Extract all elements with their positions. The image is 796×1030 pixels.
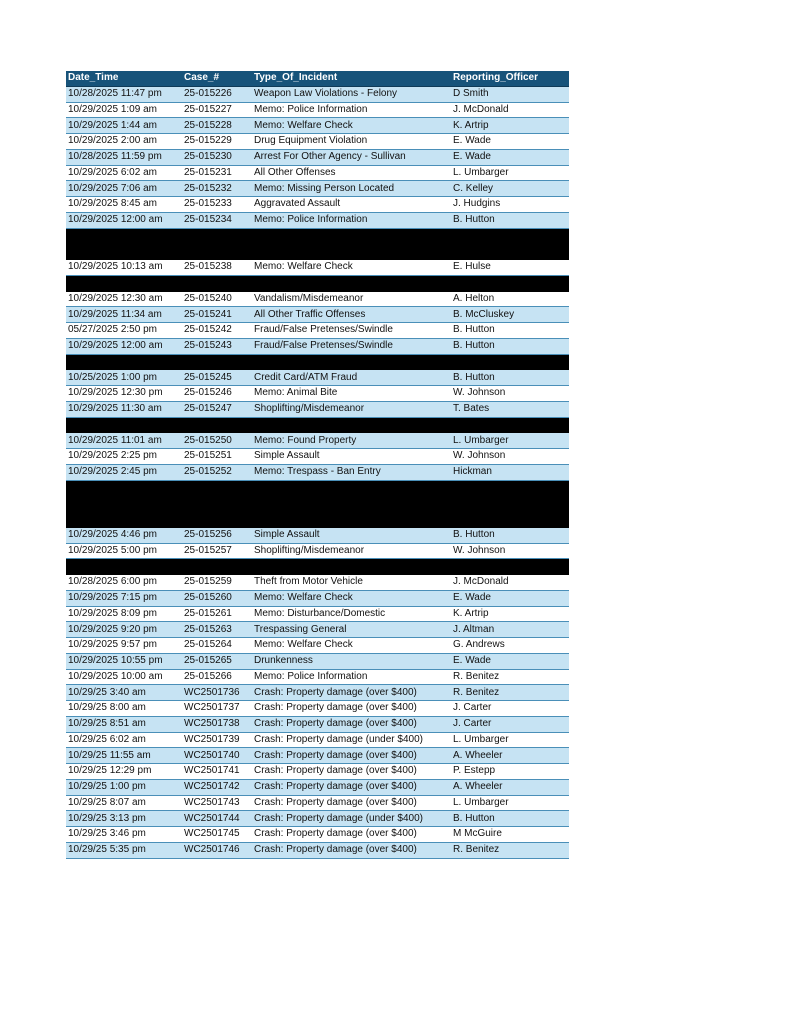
cell-incident-type: Fraud/False Pretenses/Swindle [252, 338, 451, 354]
cell-reporting-officer: L. Umbarger [451, 165, 569, 181]
cell-date-time: 10/29/2025 9:57 pm [66, 638, 182, 654]
table-row [66, 260, 569, 276]
table-row [66, 701, 569, 717]
cell-date-time: 10/29/2025 1:44 am [66, 118, 182, 134]
cell-date-time: 10/29/25 3:46 pm [66, 827, 182, 843]
cell-incident-type: Crash: Property damage (under $400) [252, 811, 451, 827]
cell-date-time: 10/29/25 11:55 am [66, 748, 182, 764]
cell-reporting-officer: K. Artrip [451, 606, 569, 622]
table-header [66, 71, 569, 86]
cell-reporting-officer: K. Artrip [451, 118, 569, 134]
redaction-bar [182, 559, 252, 575]
table-row [66, 622, 569, 638]
header-case-number: Case_# [182, 71, 252, 86]
cell-date-time: 10/29/25 3:40 am [66, 685, 182, 701]
cell-reporting-officer: B. Hutton [451, 811, 569, 827]
redaction-bar [451, 275, 569, 291]
cell-case-number: WC2501744 [182, 811, 252, 827]
cell-reporting-officer: R. Benitez [451, 842, 569, 858]
table-row [66, 370, 569, 386]
cell-date-time: 10/29/2025 4:46 pm [66, 527, 182, 543]
table-row [66, 401, 569, 417]
cell-case-number: WC2501736 [182, 685, 252, 701]
cell-reporting-officer: P. Estepp [451, 764, 569, 780]
cell-incident-type: Memo: Police Information [252, 669, 451, 685]
table-body [66, 86, 569, 858]
header-incident-type: Type_Of_Incident [252, 71, 451, 86]
header-date-time: Date_Time [66, 71, 182, 86]
cell-reporting-officer: L. Umbarger [451, 795, 569, 811]
redacted-row [66, 512, 569, 528]
cell-case-number: 25-015228 [182, 118, 252, 134]
cell-reporting-officer: B. McCluskey [451, 307, 569, 323]
redacted-row [66, 275, 569, 291]
cell-reporting-officer: T. Bates [451, 401, 569, 417]
redaction-bar [66, 559, 182, 575]
cell-incident-type: Credit Card/ATM Fraud [252, 370, 451, 386]
cell-case-number: 25-015233 [182, 197, 252, 213]
cell-reporting-officer: J. Altman [451, 622, 569, 638]
cell-date-time: 10/29/2025 6:02 am [66, 165, 182, 181]
table-row [66, 149, 569, 165]
table-row [66, 102, 569, 118]
cell-date-time: 10/29/2025 12:00 am [66, 338, 182, 354]
redaction-bar [182, 512, 252, 528]
redacted-row [66, 480, 569, 496]
cell-reporting-officer: A. Wheeler [451, 779, 569, 795]
cell-reporting-officer: J. McDonald [451, 102, 569, 118]
redacted-row [66, 354, 569, 370]
cell-incident-type: Drunkenness [252, 653, 451, 669]
cell-incident-type: Simple Assault [252, 449, 451, 465]
redaction-bar [182, 354, 252, 370]
cell-case-number: 25-015264 [182, 638, 252, 654]
cell-date-time: 10/29/2025 8:09 pm [66, 606, 182, 622]
table-row [66, 386, 569, 402]
cell-incident-type: Memo: Welfare Check [252, 638, 451, 654]
cell-case-number: 25-015265 [182, 653, 252, 669]
cell-date-time: 10/29/2025 11:34 am [66, 307, 182, 323]
cell-case-number: WC2501742 [182, 779, 252, 795]
cell-date-time: 10/29/2025 2:00 am [66, 134, 182, 150]
cell-date-time: 10/29/2025 12:30 pm [66, 386, 182, 402]
cell-case-number: 25-015232 [182, 181, 252, 197]
redaction-bar [182, 496, 252, 512]
cell-reporting-officer: W. Johnson [451, 449, 569, 465]
redaction-bar [252, 354, 451, 370]
cell-reporting-officer: E. Hulse [451, 260, 569, 276]
redaction-bar [66, 244, 182, 260]
cell-case-number: 25-015250 [182, 433, 252, 449]
table-row [66, 338, 569, 354]
table-row [66, 527, 569, 543]
redaction-bar [66, 496, 182, 512]
cell-case-number: 25-015230 [182, 149, 252, 165]
cell-date-time: 10/29/2025 7:15 pm [66, 590, 182, 606]
table-row [66, 212, 569, 228]
redaction-bar [182, 417, 252, 433]
cell-reporting-officer: E. Wade [451, 590, 569, 606]
cell-case-number: 25-015227 [182, 102, 252, 118]
cell-incident-type: Memo: Police Information [252, 212, 451, 228]
cell-date-time: 10/29/25 3:13 pm [66, 811, 182, 827]
table-row [66, 86, 569, 102]
cell-case-number: 25-015251 [182, 449, 252, 465]
header-reporting-officer: Reporting_Officer [451, 71, 569, 86]
cell-date-time: 10/29/25 12:29 pm [66, 764, 182, 780]
redaction-bar [252, 228, 451, 244]
cell-incident-type: Memo: Police Information [252, 102, 451, 118]
redaction-bar [451, 496, 569, 512]
table-row [66, 811, 569, 827]
cell-reporting-officer: B. Hutton [451, 212, 569, 228]
cell-date-time: 10/29/25 6:02 am [66, 732, 182, 748]
cell-reporting-officer: E. Wade [451, 134, 569, 150]
cell-reporting-officer: Hickman [451, 464, 569, 480]
cell-reporting-officer: B. Hutton [451, 338, 569, 354]
table-row [66, 575, 569, 591]
redacted-row [66, 496, 569, 512]
cell-case-number: 25-015245 [182, 370, 252, 386]
cell-case-number: 25-015243 [182, 338, 252, 354]
redaction-bar [252, 417, 451, 433]
redaction-bar [182, 228, 252, 244]
cell-date-time: 10/28/2025 11:47 pm [66, 86, 182, 102]
cell-case-number: 25-015252 [182, 464, 252, 480]
cell-date-time: 10/29/2025 10:55 pm [66, 653, 182, 669]
redaction-bar [182, 244, 252, 260]
cell-incident-type: Crash: Property damage (over $400) [252, 842, 451, 858]
cell-incident-type: Shoplifting/Misdemeanor [252, 401, 451, 417]
cell-incident-type: Crash: Property damage (over $400) [252, 779, 451, 795]
table-row [66, 764, 569, 780]
redaction-bar [66, 512, 182, 528]
table-row [66, 323, 569, 339]
redaction-bar [451, 559, 569, 575]
redacted-row [66, 417, 569, 433]
table-row [66, 638, 569, 654]
cell-case-number: 25-015231 [182, 165, 252, 181]
cell-reporting-officer: A. Helton [451, 291, 569, 307]
cell-case-number: WC2501741 [182, 764, 252, 780]
cell-case-number: WC2501739 [182, 732, 252, 748]
cell-reporting-officer: R. Benitez [451, 685, 569, 701]
cell-case-number: 25-015263 [182, 622, 252, 638]
cell-case-number: 25-015256 [182, 527, 252, 543]
cell-date-time: 10/29/25 8:07 am [66, 795, 182, 811]
cell-reporting-officer: L. Umbarger [451, 732, 569, 748]
redaction-bar [252, 244, 451, 260]
table-row [66, 543, 569, 559]
cell-incident-type: Vandalism/Misdemeanor [252, 291, 451, 307]
cell-incident-type: All Other Traffic Offenses [252, 307, 451, 323]
cell-incident-type: Crash: Property damage (over $400) [252, 701, 451, 717]
cell-date-time: 10/29/2025 7:06 am [66, 181, 182, 197]
cell-case-number: 25-015242 [182, 323, 252, 339]
cell-incident-type: Crash: Property damage (over $400) [252, 795, 451, 811]
table-row [66, 181, 569, 197]
redaction-bar [451, 228, 569, 244]
cell-incident-type: Arrest For Other Agency - Sullivan [252, 149, 451, 165]
cell-case-number: 25-015238 [182, 260, 252, 276]
cell-date-time: 05/27/2025 2:50 pm [66, 323, 182, 339]
redaction-bar [66, 480, 182, 496]
table-row [66, 842, 569, 858]
cell-case-number: WC2501737 [182, 701, 252, 717]
cell-incident-type: Simple Assault [252, 527, 451, 543]
cell-case-number: 25-015260 [182, 590, 252, 606]
cell-date-time: 10/29/2025 10:00 am [66, 669, 182, 685]
table-row [66, 449, 569, 465]
cell-incident-type: Theft from Motor Vehicle [252, 575, 451, 591]
cell-date-time: 10/29/2025 2:25 pm [66, 449, 182, 465]
cell-reporting-officer: B. Hutton [451, 527, 569, 543]
cell-case-number: 25-015266 [182, 669, 252, 685]
cell-reporting-officer: W. Johnson [451, 386, 569, 402]
table-row [66, 307, 569, 323]
cell-case-number: 25-015246 [182, 386, 252, 402]
cell-case-number: 25-015229 [182, 134, 252, 150]
cell-date-time: 10/29/25 5:35 pm [66, 842, 182, 858]
cell-reporting-officer: B. Hutton [451, 370, 569, 386]
cell-date-time: 10/29/25 8:51 am [66, 716, 182, 732]
incident-log-table [66, 71, 569, 859]
cell-reporting-officer: J. Hudgins [451, 197, 569, 213]
cell-case-number: 25-015234 [182, 212, 252, 228]
table-row [66, 291, 569, 307]
cell-incident-type: Crash: Property damage (over $400) [252, 827, 451, 843]
table-row [66, 653, 569, 669]
cell-case-number: 25-015241 [182, 307, 252, 323]
cell-incident-type: Memo: Welfare Check [252, 118, 451, 134]
table-row [66, 748, 569, 764]
cell-date-time: 10/28/2025 6:00 pm [66, 575, 182, 591]
cell-incident-type: Crash: Property damage (over $400) [252, 748, 451, 764]
cell-incident-type: Fraud/False Pretenses/Swindle [252, 323, 451, 339]
cell-date-time: 10/29/2025 5:00 pm [66, 543, 182, 559]
cell-date-time: 10/28/2025 11:59 pm [66, 149, 182, 165]
redaction-bar [252, 496, 451, 512]
cell-case-number: WC2501740 [182, 748, 252, 764]
table-row [66, 590, 569, 606]
table-row [66, 669, 569, 685]
cell-case-number: WC2501745 [182, 827, 252, 843]
redaction-bar [252, 559, 451, 575]
redaction-bar [451, 480, 569, 496]
cell-date-time: 10/29/2025 11:30 am [66, 401, 182, 417]
cell-date-time: 10/29/2025 10:13 am [66, 260, 182, 276]
cell-case-number: 25-015259 [182, 575, 252, 591]
redaction-bar [182, 275, 252, 291]
table-row [66, 464, 569, 480]
cell-case-number: 25-015240 [182, 291, 252, 307]
cell-incident-type: Memo: Welfare Check [252, 260, 451, 276]
cell-incident-type: Crash: Property damage (under $400) [252, 732, 451, 748]
redaction-bar [451, 244, 569, 260]
table-row [66, 433, 569, 449]
cell-case-number: 25-015261 [182, 606, 252, 622]
cell-case-number: 25-015257 [182, 543, 252, 559]
redacted-row [66, 228, 569, 244]
cell-date-time: 10/29/2025 1:09 am [66, 102, 182, 118]
cell-incident-type: Memo: Welfare Check [252, 590, 451, 606]
cell-reporting-officer: J. Carter [451, 716, 569, 732]
cell-reporting-officer: G. Andrews [451, 638, 569, 654]
cell-reporting-officer: C. Kelley [451, 181, 569, 197]
header-row [66, 71, 569, 86]
redaction-bar [66, 228, 182, 244]
cell-incident-type: Crash: Property damage (over $400) [252, 764, 451, 780]
redaction-bar [182, 480, 252, 496]
cell-incident-type: Weapon Law Violations - Felony [252, 86, 451, 102]
table-row [66, 732, 569, 748]
cell-case-number: WC2501746 [182, 842, 252, 858]
cell-date-time: 10/29/25 8:00 am [66, 701, 182, 717]
cell-reporting-officer: D Smith [451, 86, 569, 102]
cell-incident-type: Drug Equipment Violation [252, 134, 451, 150]
cell-reporting-officer: B. Hutton [451, 323, 569, 339]
cell-reporting-officer: M McGuire [451, 827, 569, 843]
table-row [66, 795, 569, 811]
table-row [66, 685, 569, 701]
cell-case-number: 25-015226 [182, 86, 252, 102]
redacted-row [66, 559, 569, 575]
redaction-bar [252, 275, 451, 291]
cell-incident-type: Aggravated Assault [252, 197, 451, 213]
cell-date-time: 10/29/2025 12:00 am [66, 212, 182, 228]
cell-date-time: 10/29/2025 8:45 am [66, 197, 182, 213]
table-row [66, 197, 569, 213]
cell-incident-type: Trespassing General [252, 622, 451, 638]
redaction-bar [252, 512, 451, 528]
cell-incident-type: Memo: Found Property [252, 433, 451, 449]
redaction-bar [451, 417, 569, 433]
cell-date-time: 10/29/25 1:00 pm [66, 779, 182, 795]
cell-reporting-officer: L. Umbarger [451, 433, 569, 449]
table-row [66, 827, 569, 843]
cell-date-time: 10/29/2025 11:01 am [66, 433, 182, 449]
redaction-bar [66, 275, 182, 291]
cell-incident-type: All Other Offenses [252, 165, 451, 181]
redaction-bar [66, 417, 182, 433]
redacted-row [66, 244, 569, 260]
cell-reporting-officer: J. McDonald [451, 575, 569, 591]
table-row [66, 165, 569, 181]
table-row [66, 716, 569, 732]
cell-incident-type: Memo: Trespass - Ban Entry [252, 464, 451, 480]
cell-date-time: 10/29/2025 2:45 pm [66, 464, 182, 480]
cell-reporting-officer: A. Wheeler [451, 748, 569, 764]
table-row [66, 779, 569, 795]
cell-reporting-officer: E. Wade [451, 149, 569, 165]
table-row [66, 134, 569, 150]
cell-reporting-officer: E. Wade [451, 653, 569, 669]
table-row [66, 606, 569, 622]
cell-incident-type: Memo: Animal Bite [252, 386, 451, 402]
cell-reporting-officer: R. Benitez [451, 669, 569, 685]
redaction-bar [66, 354, 182, 370]
cell-case-number: 25-015247 [182, 401, 252, 417]
cell-reporting-officer: W. Johnson [451, 543, 569, 559]
cell-case-number: WC2501743 [182, 795, 252, 811]
cell-date-time: 10/25/2025 1:00 pm [66, 370, 182, 386]
cell-case-number: WC2501738 [182, 716, 252, 732]
cell-incident-type: Memo: Disturbance/Domestic [252, 606, 451, 622]
cell-incident-type: Shoplifting/Misdemeanor [252, 543, 451, 559]
cell-date-time: 10/29/2025 12:30 am [66, 291, 182, 307]
cell-incident-type: Memo: Missing Person Located [252, 181, 451, 197]
cell-incident-type: Crash: Property damage (over $400) [252, 685, 451, 701]
redaction-bar [451, 354, 569, 370]
redaction-bar [451, 512, 569, 528]
table-row [66, 118, 569, 134]
cell-incident-type: Crash: Property damage (over $400) [252, 716, 451, 732]
cell-date-time: 10/29/2025 9:20 pm [66, 622, 182, 638]
redaction-bar [252, 480, 451, 496]
cell-reporting-officer: J. Carter [451, 701, 569, 717]
